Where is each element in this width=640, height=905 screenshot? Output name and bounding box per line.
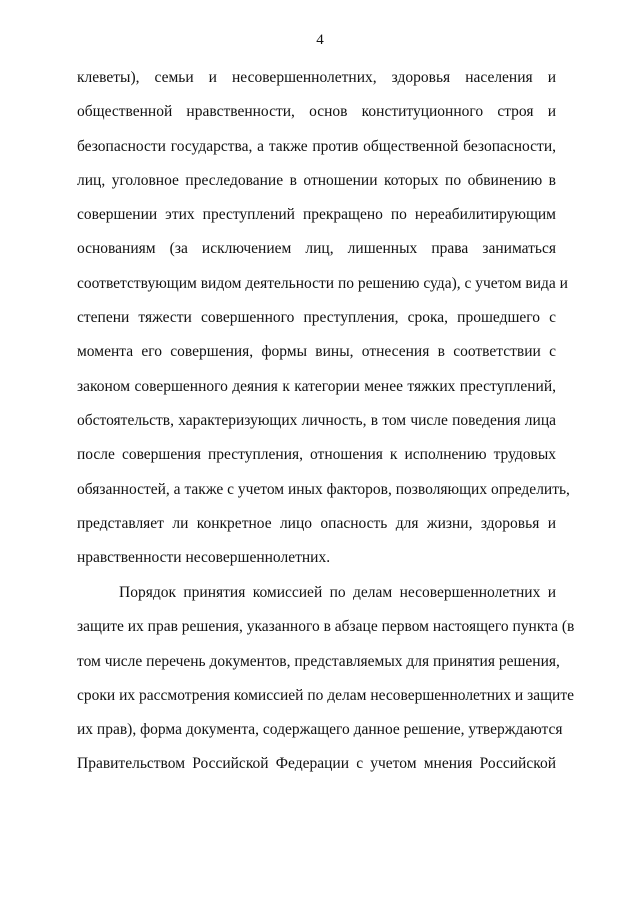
page-number: 4 [316, 32, 324, 48]
text-line: общественной нравственности, основ конституционного строя и [77, 103, 556, 121]
text-line: том числе перечень документов, представляемых для принятия решения, [77, 652, 560, 670]
text-line: безопасности государства, а также против общественной безопасности, [77, 137, 556, 155]
text-line: Порядок принятия комиссией по делам несовершеннолетних и [119, 584, 556, 601]
text-line: соответствующим видом деятельности по решению суда), с учетом вида и [77, 274, 568, 292]
text-line: их прав), форма документа, содержащего данное решение, утверждаются [77, 721, 563, 739]
text-line: защите их прав решения, указанного в абзаце первом настоящего пункта (в [77, 618, 575, 636]
paragraph-2 [77, 582, 575, 788]
paragraph-1 [77, 67, 570, 581]
text-line: совершении этих преступлений прекращено по нереабилитирующим [77, 206, 556, 224]
text-line: представляет ли конкретное лицо опасность для жизни, здоровья и [77, 514, 556, 532]
text-line: момента его совершения, формы вины, отнесения в соответствии с [77, 343, 556, 361]
text-line: обстоятельств, характеризующих личность, в том числе поведения лица [77, 411, 556, 429]
text-line: сроки их рассмотрения комиссией по делам несовершеннолетних и защите [77, 686, 574, 704]
text-line: клеветы), семьи и несовершеннолетних, здоровья населения и [77, 69, 556, 86]
text-line: степени тяжести совершенного преступления, срока, прошедшего с [77, 309, 556, 327]
text-line: нравственности несовершеннолетних. [77, 549, 331, 567]
text-line: Правительством Российской Федерации с учетом мнения Российской [77, 755, 556, 773]
text-line: лиц, уголовное преследование в отношении которых по обвинению в [77, 171, 556, 189]
text-line: после совершения преступления, отношения к исполнению трудовых [77, 446, 556, 464]
text-line: основаниям (за исключением лиц, лишенных права заниматься [77, 240, 556, 258]
text-line: законом совершенного деяния к категории менее тяжких преступлений, [77, 377, 556, 395]
text-line: обязанностей, а также с учетом иных факторов, позволяющих определить, [77, 480, 570, 498]
